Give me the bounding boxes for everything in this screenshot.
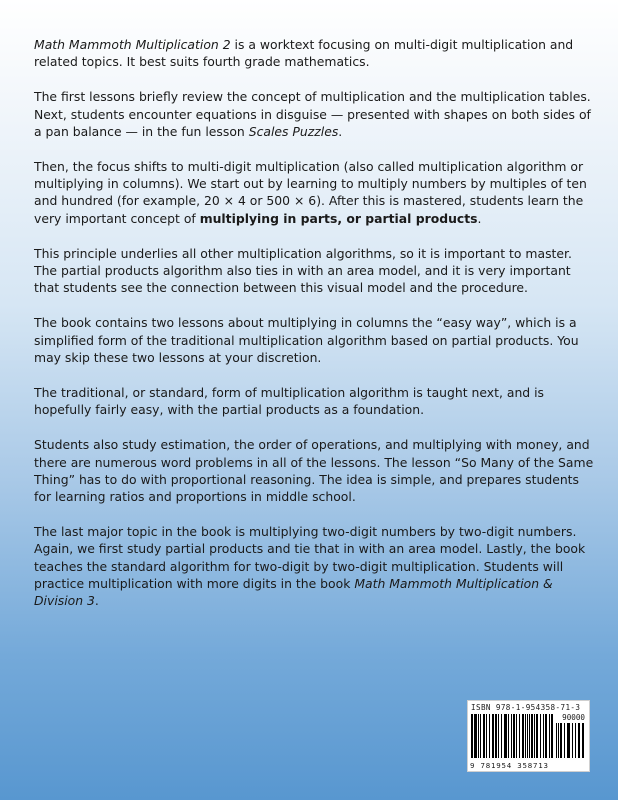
barcode-bar <box>508 714 509 758</box>
barcode-bar <box>567 723 570 758</box>
ean-barcode-bars <box>471 714 553 760</box>
barcode-bar <box>474 714 477 758</box>
barcode-bar <box>582 723 584 758</box>
barcode-bar <box>531 714 533 758</box>
barcode-bar <box>529 714 530 758</box>
paragraph-text: The first lessons briefly review the concept of multiplication and the multiplication tables. Next, students encounter equations in disguise — presented with shapes on both sides of a pan balance — in the fun lesson <box>34 89 591 139</box>
isbn-label: ISBN 978-1-954358-71-3 <box>471 703 581 712</box>
paragraph-intro <box>34 36 594 70</box>
book-title: Math Mammoth Multiplication 2 <box>34 37 231 52</box>
barcode-bar <box>495 714 497 758</box>
barcode-bar <box>480 714 481 758</box>
paragraph-text: is a worktext focusing on multi-digit multiplication and related topics. It best suits fourth grade mathematics. <box>34 37 574 70</box>
barcode-bar <box>486 714 487 758</box>
paragraph-text: The last major topic in the book is multiplying two-digit numbers by two-digit numbers. Again, we first study partial products and tie that in with an area model. Lastly, the book teaches the standard algorithm for two-digit by two-digit multiplication. Students will practice multiplication with more digits in the book <box>34 524 586 591</box>
barcode-bar <box>478 714 479 758</box>
paragraph-easy-way: The book contains two lessons about multiplying in columns the “easy way”, which is a simplified form of the traditional multiplication algorithm based on partial products. You may skip these two lessons at your discretion. <box>34 315 579 365</box>
barcode-bar <box>560 723 562 758</box>
barcode-bar <box>471 714 473 758</box>
barcode-bar <box>516 714 517 758</box>
barcode-bar <box>572 723 573 758</box>
barcode-bar <box>519 714 520 758</box>
addon-barcode-bars <box>556 723 586 760</box>
barcode-bar <box>498 714 499 758</box>
key-concept: multiplying in parts, or partial products <box>199 210 478 226</box>
lesson-title: Scales Puzzles <box>248 123 339 139</box>
paragraph-two-digit <box>34 523 594 609</box>
paragraph-standard: The traditional, or standard, form of multiplication algorithm is taught next, and is hopefully fairly easy, with the partial products as a foundation. <box>34 385 545 418</box>
paragraph-principle: This principle underlies all other multiplication algorithms, so it is important to master. The partial products algorithm also ties in with an area model, and it is very important that students see the connection between this visual model and the procedure. <box>34 245 572 296</box>
barcode-bar <box>558 723 559 758</box>
barcode-bar <box>575 723 576 758</box>
paragraph-text: . <box>94 593 99 609</box>
barcode-bar <box>525 714 526 758</box>
barcode-bar <box>564 723 565 758</box>
barcode-bar <box>492 714 494 758</box>
paragraph-text: . <box>338 123 343 139</box>
barcode-bar <box>543 714 544 758</box>
barcode-bar <box>527 714 528 758</box>
barcode-bar <box>545 714 547 758</box>
barcode-bar <box>504 714 507 758</box>
barcode-bar <box>578 723 580 758</box>
paragraph-review <box>34 88 594 140</box>
price-code: 90000 <box>562 713 585 722</box>
barcode-bar <box>551 714 553 758</box>
barcode-bar <box>513 714 515 758</box>
paragraph-multidigit <box>34 158 594 227</box>
paragraph-estimation: Students also study estimation, the order of operations, and multiplying with money, and there are numerous word problems in all of the lessons. The lesson “So Many of the Same Thing” has to do with proportional reasoning. The idea is simple, and prepares students for learning ratios and proportions in middle school. <box>34 437 594 505</box>
next-book-title: Math Mammoth Multiplication & Division 3 <box>34 575 553 609</box>
barcode-bar <box>556 723 557 758</box>
barcode-bar <box>540 714 541 758</box>
barcode-bar <box>549 714 550 758</box>
barcode-bar <box>536 714 538 758</box>
ean-digits: 9 781954 358713 <box>470 761 549 770</box>
barcode-bar <box>522 714 524 758</box>
barcode-bar <box>501 714 502 758</box>
barcode-bar <box>511 714 512 758</box>
barcode-bar <box>534 714 535 758</box>
barcode-bar <box>483 714 485 758</box>
isbn-barcode <box>467 700 590 772</box>
paragraph-text: Then, the focus shifts to multi-digit multiplication (also called multiplication algorithm or multiplying in columns). We start out by learning to multiply numbers by multiples of ten and hundred (for example, 20 × 4 or 500 × 6). After this is mastered, students learn the very important concept of <box>34 159 587 226</box>
barcode-bar <box>489 714 490 758</box>
paragraph-text: . <box>477 210 482 226</box>
back-cover-text <box>34 36 594 627</box>
